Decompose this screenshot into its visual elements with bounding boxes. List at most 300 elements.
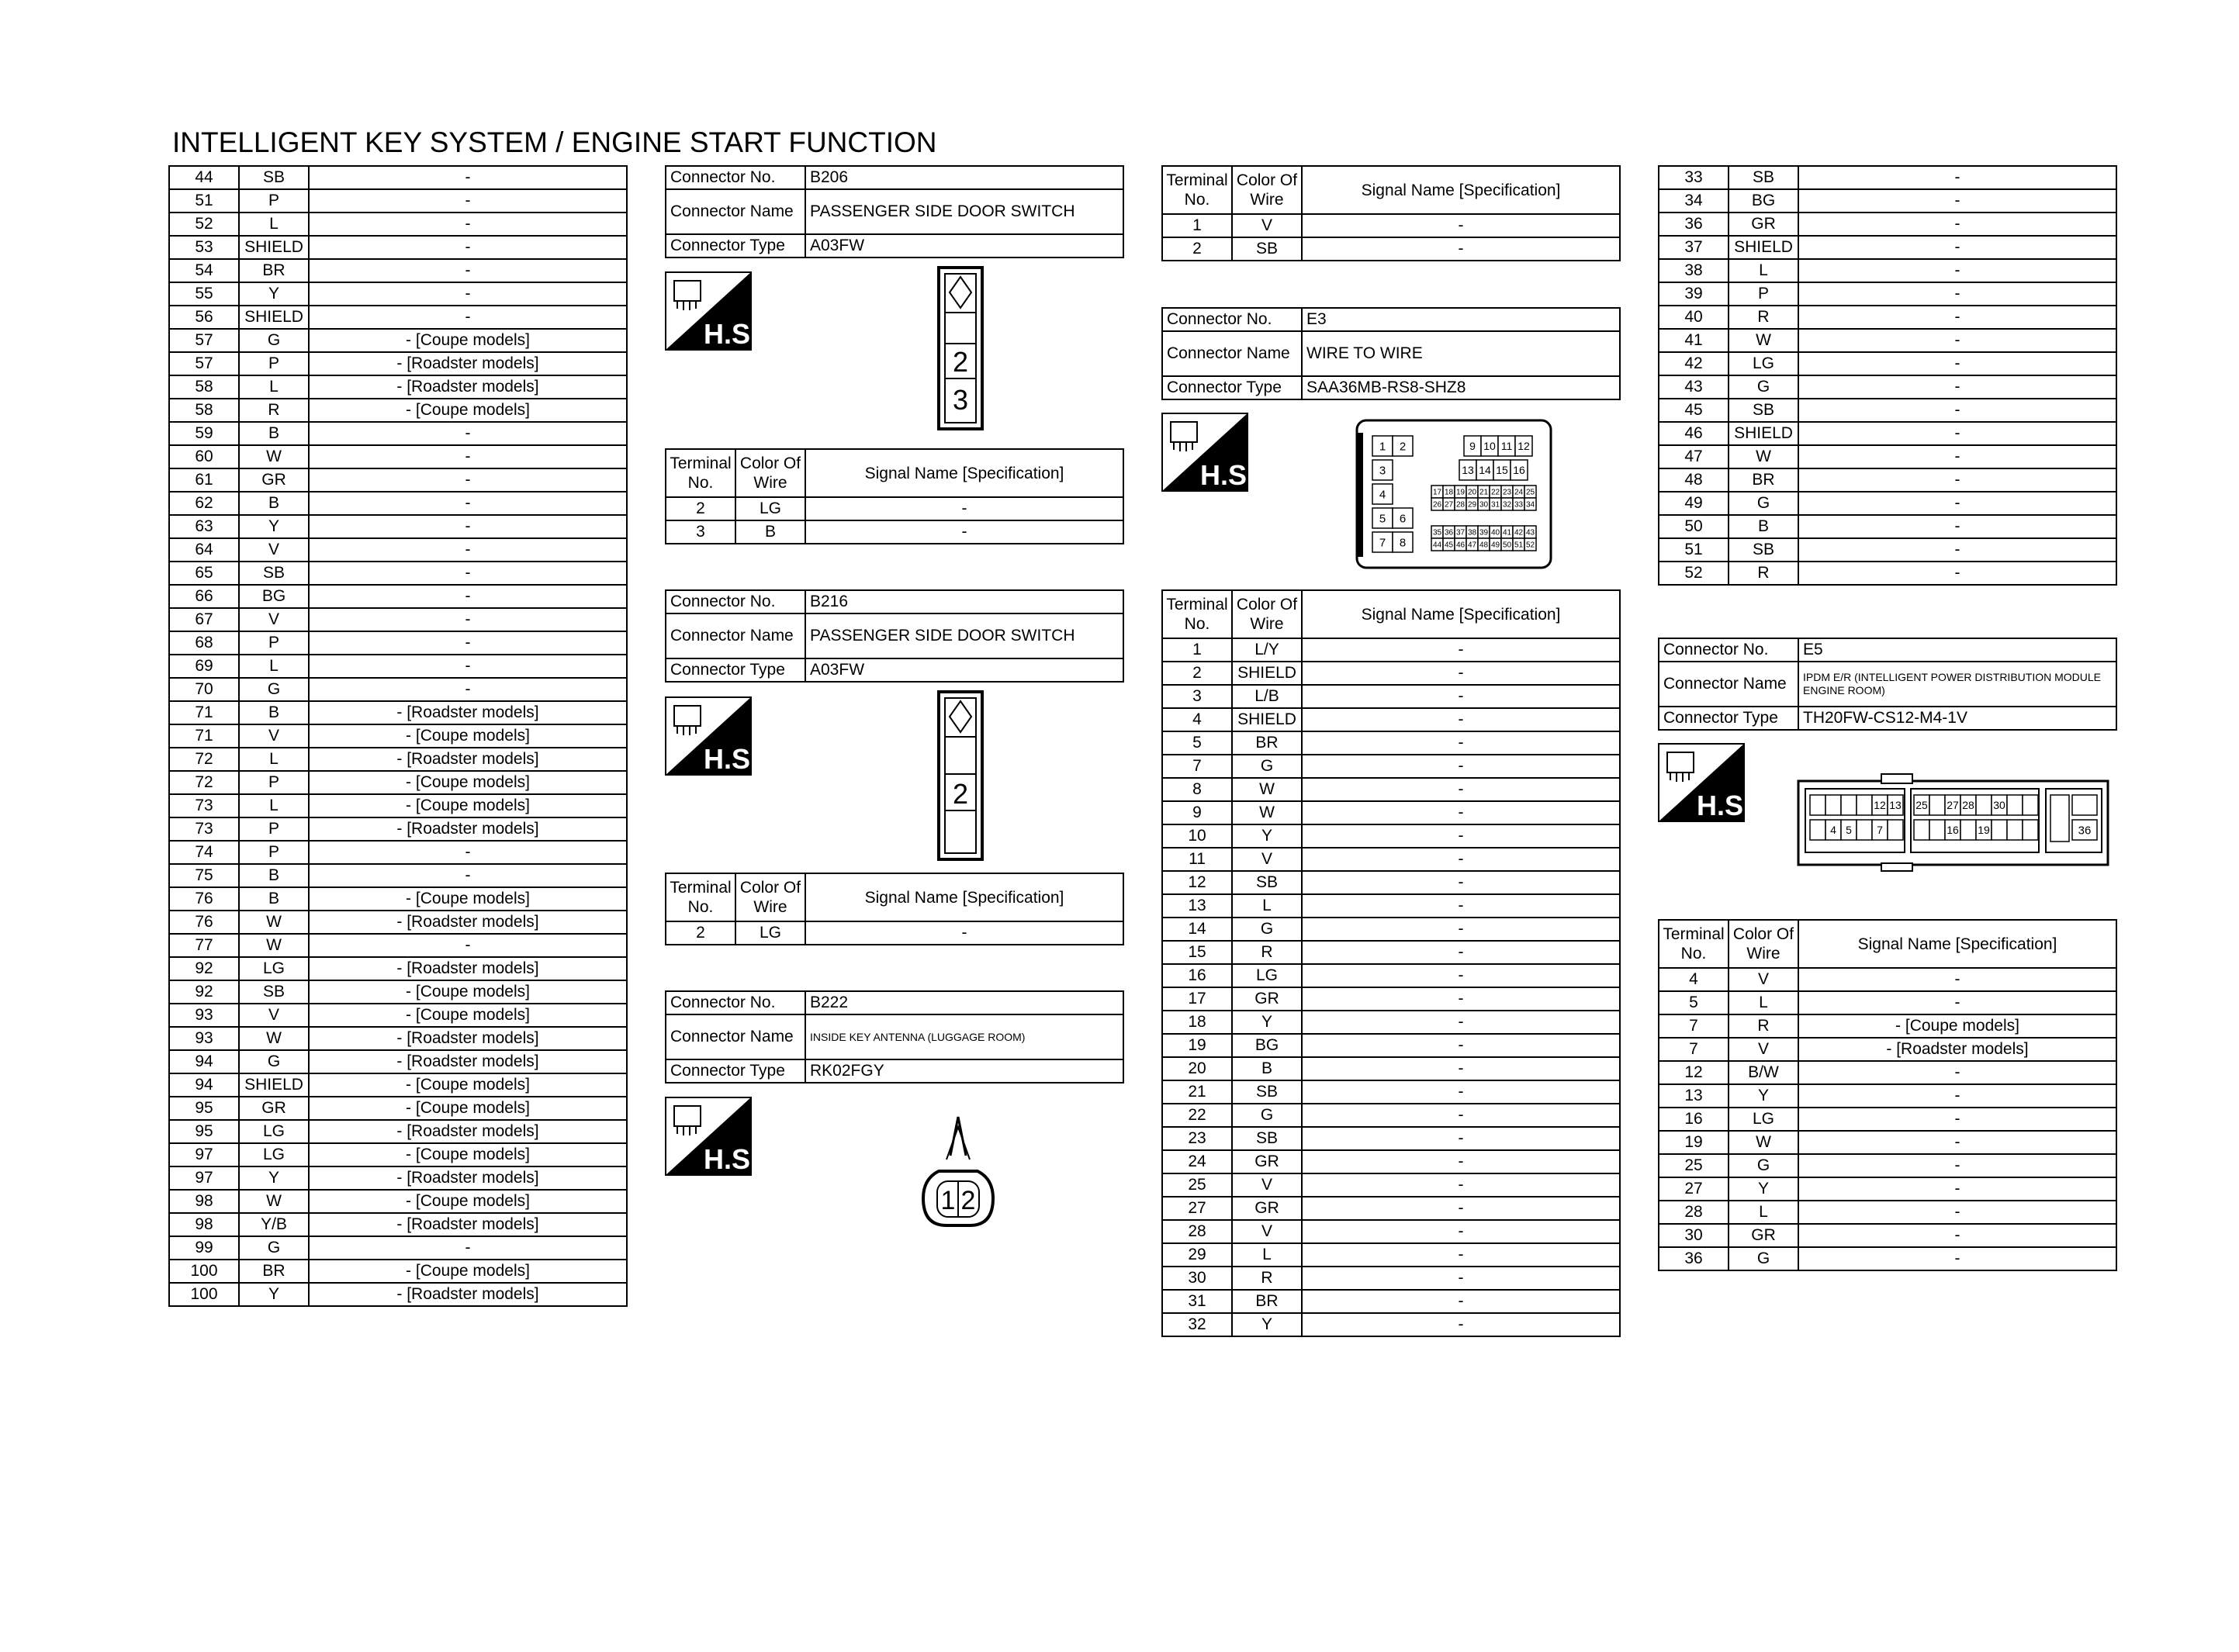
signal-name-cell: - [Roadster models] (309, 748, 627, 771)
svg-text:H.S.: H.S. (1200, 459, 1255, 491)
wire-color-cell: B (1232, 1057, 1302, 1080)
signal-name-cell: - (1302, 214, 1620, 237)
pin-label: 36 (1444, 528, 1454, 537)
wire-color-cell: B (239, 864, 309, 887)
signal-name-cell: - [Coupe models] (309, 329, 627, 352)
table-row (1659, 492, 2116, 515)
table-row (1659, 1201, 2116, 1224)
wire-color-cell: SHIELD (1729, 236, 1798, 259)
hs-harness-side-icon (1658, 743, 1752, 822)
table-row (1162, 1243, 1620, 1267)
terminal-no-cell: 57 (169, 352, 239, 375)
table-row (1162, 731, 1620, 755)
connector-type-label: Connector Type (666, 234, 805, 257)
hs-harness-side-icon (665, 1097, 759, 1176)
connector-info-e5 (1658, 638, 2117, 731)
pin-label: 6 (1399, 512, 1407, 526)
pin-label: 49 (1490, 541, 1500, 550)
connector-info-e3 (1161, 307, 1621, 400)
terminal-no-cell: 56 (169, 306, 239, 329)
connector-diagram-e5 (1796, 772, 2110, 873)
signal-name-cell: - (1302, 685, 1620, 708)
terminal-no-cell: 19 (1659, 1131, 1729, 1154)
table-row (1659, 236, 2116, 259)
terminal-no-cell: 4 (1659, 968, 1729, 991)
wire-color-cell: BR (1729, 468, 1798, 492)
signal-name-cell: - (309, 492, 627, 515)
signal-name-cell: - (1302, 1220, 1620, 1243)
connector-type-label: Connector Type (1162, 376, 1302, 399)
signal-name-cell: - (1798, 445, 2116, 468)
wire-color-cell: W (1232, 801, 1302, 824)
wire-color-cell: V (239, 1004, 309, 1027)
pin-label: 1 (1379, 440, 1386, 454)
wire-color-header: Color Of Wire (1232, 590, 1302, 638)
terminal-no-cell: 5 (1162, 731, 1232, 755)
signal-name-cell: - (1798, 1224, 2116, 1247)
wire-color-cell: Y (1729, 1084, 1798, 1108)
wire-color-cell: GR (1729, 1224, 1798, 1247)
wire-color-cell: LG (735, 921, 805, 945)
signal-name-cell: - (1302, 871, 1620, 894)
terminal-table-b206 (665, 448, 1124, 544)
connector-diagram-b216 (937, 690, 984, 861)
terminal-no-cell: 8 (1162, 778, 1232, 801)
terminal-no-cell: 100 (169, 1260, 239, 1283)
terminal-no-cell: 72 (169, 748, 239, 771)
terminal-no-cell: 40 (1659, 306, 1729, 329)
connector-no-value: B222 (805, 991, 1123, 1014)
connector-name-value: WIRE TO WIRE (1302, 331, 1620, 376)
table-row (1659, 991, 2116, 1014)
signal-name-cell: - (1798, 991, 2116, 1014)
terminal-no-cell: 16 (1659, 1108, 1729, 1131)
table-row (169, 1004, 627, 1027)
terminal-no-cell: 58 (169, 375, 239, 399)
wire-color-cell: W (239, 1027, 309, 1050)
terminal-no-cell: 98 (169, 1213, 239, 1236)
table-header-row (1659, 920, 2116, 968)
wire-color-cell: B/W (1729, 1061, 1798, 1084)
signal-name-cell: - (1302, 1173, 1620, 1197)
pin-label: 8 (1399, 536, 1407, 550)
terminal-no-cell: 65 (169, 562, 239, 585)
wire-color-cell: GR (1232, 987, 1302, 1011)
table-row (1659, 468, 2116, 492)
pin-label: 42 (1514, 528, 1524, 537)
signal-name-cell: - (1798, 422, 2116, 445)
pin-label: 17 (1432, 488, 1442, 497)
pin-label: 20 (1467, 488, 1477, 497)
wire-color-cell: SB (239, 166, 309, 189)
pin-label: 51 (1514, 541, 1524, 550)
pin-label: 7 (1877, 824, 1883, 837)
table-row (1162, 1057, 1620, 1080)
table-row (169, 1120, 627, 1143)
wire-color-cell: Y (1232, 824, 1302, 848)
wire-color-cell: GR (1232, 1150, 1302, 1173)
wire-color-cell: BR (239, 259, 309, 282)
terminal-no-cell: 59 (169, 422, 239, 445)
terminal-table-col4-top (1658, 165, 2117, 586)
signal-name-cell: - (309, 166, 627, 189)
table-row (1162, 1267, 1620, 1290)
connector-name-label: Connector Name (666, 613, 805, 658)
terminal-no-cell: 64 (169, 538, 239, 562)
signal-name-cell: - (805, 921, 1123, 945)
table-row (169, 468, 627, 492)
pin-label: 43 (1525, 528, 1535, 537)
signal-name-cell: - (1798, 968, 2116, 991)
pin-label: 48 (1479, 541, 1489, 550)
table-row (1659, 282, 2116, 306)
terminal-no-cell: 100 (169, 1283, 239, 1306)
signal-name-cell: - (1302, 1243, 1620, 1267)
wire-color-cell: W (239, 934, 309, 957)
wire-color-cell: Y/B (239, 1213, 309, 1236)
terminal-no-cell: 67 (169, 608, 239, 631)
signal-name-cell: - (1302, 755, 1620, 778)
terminal-no-cell: 34 (1659, 189, 1729, 213)
terminal-no-cell: 51 (169, 189, 239, 213)
terminal-no-cell: 13 (1162, 894, 1232, 918)
table-row (1162, 1080, 1620, 1104)
terminal-no-cell: 12 (1659, 1061, 1729, 1084)
terminal-no-cell: 98 (169, 1190, 239, 1213)
signal-name-header: Signal Name [Specification] (1798, 920, 2116, 968)
pin-label: 40 (1490, 528, 1500, 537)
table-row (169, 375, 627, 399)
connector-no-value: B206 (805, 166, 1123, 189)
table-row (169, 701, 627, 724)
terminal-no-cell: 48 (1659, 468, 1729, 492)
svg-text:H.S.: H.S. (1697, 790, 1752, 821)
table-row (1162, 1290, 1620, 1313)
signal-name-cell: - [Coupe models] (309, 724, 627, 748)
table-row (169, 1166, 627, 1190)
table-row (169, 445, 627, 468)
signal-name-cell: - (1798, 213, 2116, 236)
signal-name-cell: - (1798, 282, 2116, 306)
table-row (1162, 685, 1620, 708)
wire-color-cell: B (735, 520, 805, 544)
table-row (1162, 662, 1620, 685)
signal-name-cell: - [Roadster models] (309, 911, 627, 934)
pin-label: 36 (2078, 824, 2092, 838)
signal-name-header: Signal Name [Specification] (805, 873, 1123, 921)
signal-name-cell: - (309, 608, 627, 631)
terminal-no-cell: 43 (1659, 375, 1729, 399)
wire-color-cell: G (239, 1236, 309, 1260)
terminal-no-cell: 3 (666, 520, 735, 544)
wire-color-cell: SHIELD (239, 1073, 309, 1097)
terminal-no-cell: 93 (169, 1004, 239, 1027)
connector-diagram-b206 (937, 266, 984, 430)
wire-color-header: Color Of Wire (1729, 920, 1798, 968)
table-row (1162, 824, 1620, 848)
wire-color-cell: L (1729, 1201, 1798, 1224)
wire-color-cell: V (239, 608, 309, 631)
terminal-no-cell: 27 (1162, 1197, 1232, 1220)
terminal-no-cell: 42 (1659, 352, 1729, 375)
pin-label: 13 (1889, 799, 1902, 812)
signal-name-cell: - (309, 631, 627, 655)
table-row (1162, 801, 1620, 824)
terminal-no-cell: 68 (169, 631, 239, 655)
wire-color-cell: Y (239, 515, 309, 538)
table-row (1162, 708, 1620, 731)
signal-name-cell: - (1798, 1201, 2116, 1224)
connector-no-value: E3 (1302, 308, 1620, 331)
wire-color-cell: SHIELD (1729, 422, 1798, 445)
table-row (1659, 515, 2116, 538)
wire-color-cell: L (239, 655, 309, 678)
wire-color-cell: SB (1729, 166, 1798, 189)
terminal-no-cell: 49 (1659, 492, 1729, 515)
terminal-no-cell: 36 (1659, 1247, 1729, 1270)
signal-name-cell: - [Coupe models] (309, 1073, 627, 1097)
pin-label: 26 (1432, 500, 1442, 510)
pin-label: 19 (1978, 824, 1990, 837)
table-row (1162, 638, 1620, 662)
pin-label: 38 (1467, 528, 1477, 537)
table-row (169, 934, 627, 957)
wire-color-cell: L (1729, 991, 1798, 1014)
terminal-no-cell: 63 (169, 515, 239, 538)
signal-name-cell: - (1798, 1061, 2116, 1084)
signal-name-cell: - [Roadster models] (1798, 1038, 2116, 1061)
terminal-no-cell: 50 (1659, 515, 1729, 538)
wire-color-cell: P (1729, 282, 1798, 306)
wire-color-cell: V (1232, 1220, 1302, 1243)
table-row (1659, 329, 2116, 352)
wire-color-cell: V (1232, 848, 1302, 871)
wire-color-cell: P (239, 817, 309, 841)
pin-label: 39 (1479, 528, 1489, 537)
terminal-no-cell: 97 (169, 1166, 239, 1190)
signal-name-cell: - (1302, 1313, 1620, 1336)
table-row (1659, 213, 2116, 236)
table-row (1162, 1150, 1620, 1173)
wire-color-cell: SB (1232, 237, 1302, 261)
terminal-no-cell: 95 (169, 1120, 239, 1143)
signal-name-cell: - (1302, 1127, 1620, 1150)
signal-name-cell: - [Coupe models] (309, 887, 627, 911)
connector-type-value: SAA36MB-RS8-SHZ8 (1302, 376, 1620, 399)
connector-type-label: Connector Type (1659, 707, 1798, 730)
signal-name-cell: - (1798, 352, 2116, 375)
terminal-no-cell: 51 (1659, 538, 1729, 562)
signal-name-cell: - (1798, 1108, 2116, 1131)
terminal-no-cell: 57 (169, 329, 239, 352)
table-row (169, 585, 627, 608)
wire-color-cell: SB (1729, 538, 1798, 562)
terminal-table-b216 (665, 873, 1124, 945)
wire-color-cell: W (239, 445, 309, 468)
terminal-no-cell: 2 (1162, 662, 1232, 685)
signal-name-cell: - (1302, 941, 1620, 964)
terminal-no-header: Terminal No. (1162, 590, 1232, 638)
wire-color-cell: Y (1232, 1313, 1302, 1336)
wire-color-cell: GR (239, 468, 309, 492)
signal-name-cell: - [Coupe models] (309, 980, 627, 1004)
wire-color-cell: BG (1729, 189, 1798, 213)
table-row (1659, 968, 2116, 991)
pin-label: 12 (1517, 440, 1530, 453)
signal-name-cell: - (309, 655, 627, 678)
connector-no-label: Connector No. (666, 166, 805, 189)
connector-name-value: INSIDE KEY ANTENNA (LUGGAGE ROOM) (805, 1014, 1123, 1059)
table-row (169, 1097, 627, 1120)
terminal-no-cell: 28 (1162, 1220, 1232, 1243)
signal-name-cell: - [Roadster models] (309, 701, 627, 724)
terminal-no-cell: 25 (1659, 1154, 1729, 1177)
connector-diagram-b222 (915, 1113, 1001, 1229)
wire-color-cell: W (239, 911, 309, 934)
wire-color-cell: R (239, 399, 309, 422)
signal-name-cell: - (1798, 1247, 2116, 1270)
pin-label: 13 (1462, 464, 1474, 477)
table-row (169, 1027, 627, 1050)
wire-color-cell: W (1729, 445, 1798, 468)
signal-name-cell: - (1798, 1084, 2116, 1108)
table-row (1162, 1011, 1620, 1034)
pin-label: 29 (1467, 500, 1477, 510)
connector-name-label: Connector Name (1659, 662, 1798, 707)
terminal-table-e3 (1161, 589, 1621, 1337)
wire-color-cell: BG (1232, 1034, 1302, 1057)
table-row (1659, 422, 2116, 445)
pin-label: 19 (1455, 488, 1466, 497)
wire-color-cell: V (1729, 1038, 1798, 1061)
terminal-no-cell: 53 (169, 236, 239, 259)
table-row (1659, 259, 2116, 282)
terminal-no-header: Terminal No. (1162, 166, 1232, 214)
signal-name-cell: - [Roadster models] (309, 1120, 627, 1143)
table-row (1659, 1224, 2116, 1247)
table-row (169, 236, 627, 259)
wire-color-cell: Y (1729, 1177, 1798, 1201)
terminal-no-cell: 94 (169, 1073, 239, 1097)
svg-text:H.S.: H.S. (704, 743, 759, 775)
wire-color-cell: SB (1232, 1127, 1302, 1150)
signal-name-cell: - [Roadster models] (309, 1213, 627, 1236)
terminal-no-cell: 52 (1659, 562, 1729, 585)
pin-label: 2 (952, 346, 969, 378)
wire-color-cell: P (239, 352, 309, 375)
pin-label: 3 (952, 384, 969, 416)
wire-color-cell: L (1232, 1243, 1302, 1267)
pin-label: 52 (1525, 541, 1535, 550)
signal-name-cell: - [Coupe models] (309, 771, 627, 794)
signal-name-cell: - (309, 259, 627, 282)
terminal-no-cell: 3 (1162, 685, 1232, 708)
signal-name-cell: - [Coupe models] (309, 1004, 627, 1027)
table-row (1659, 1247, 2116, 1270)
terminal-no-cell: 99 (169, 1236, 239, 1260)
terminal-no-cell: 92 (169, 980, 239, 1004)
table-row (169, 538, 627, 562)
table-row (169, 817, 627, 841)
signal-name-cell: - [Roadster models] (309, 817, 627, 841)
signal-name-cell: - (1798, 166, 2116, 189)
wire-color-cell: R (1232, 941, 1302, 964)
signal-name-cell: - (309, 445, 627, 468)
terminal-no-header: Terminal No. (666, 449, 735, 497)
pin-label: 31 (1490, 500, 1500, 510)
terminal-no-cell: 36 (1659, 213, 1729, 236)
signal-name-cell: - (309, 1236, 627, 1260)
hs-harness-side-icon (665, 271, 759, 351)
terminal-no-cell: 92 (169, 957, 239, 980)
wire-color-cell: P (239, 189, 309, 213)
pin-label: 27 (1444, 500, 1454, 510)
table-row (666, 921, 1123, 945)
signal-name-cell: - [Roadster models] (309, 352, 627, 375)
terminal-no-cell: 27 (1659, 1177, 1729, 1201)
signal-name-cell: - (309, 468, 627, 492)
terminal-no-cell: 39 (1659, 282, 1729, 306)
terminal-no-cell: 7 (1659, 1014, 1729, 1038)
pin-label: 30 (1479, 500, 1489, 510)
terminal-no-cell: 1 (1162, 638, 1232, 662)
pin-label: 25 (1525, 488, 1535, 497)
wire-color-cell: R (1729, 562, 1798, 585)
connector-no-label: Connector No. (666, 590, 805, 613)
pin-label: 16 (1513, 464, 1525, 477)
signal-name-cell: - [Coupe models] (309, 1260, 627, 1283)
wire-color-header: Color Of Wire (1232, 166, 1302, 214)
signal-name-cell: - (1302, 894, 1620, 918)
pin-label: 24 (1514, 488, 1524, 497)
wire-color-cell: L (239, 213, 309, 236)
table-row (1659, 352, 2116, 375)
pin-label: 4 (1830, 824, 1836, 837)
table-row (169, 1260, 627, 1283)
terminal-no-cell: 74 (169, 841, 239, 864)
table-row (1659, 1177, 2116, 1201)
table-row (1659, 166, 2116, 189)
table-row (169, 562, 627, 585)
terminal-no-cell: 47 (1659, 445, 1729, 468)
wire-color-cell: Y (239, 1283, 309, 1306)
signal-name-cell: - (309, 189, 627, 213)
table-header-row (666, 873, 1123, 921)
terminal-no-cell: 54 (169, 259, 239, 282)
pin-label: 7 (1379, 536, 1386, 550)
terminal-no-cell: 61 (169, 468, 239, 492)
signal-name-cell: - (805, 520, 1123, 544)
wire-color-cell: LG (735, 497, 805, 520)
hs-harness-side-icon (665, 696, 759, 776)
wire-color-cell: GR (239, 1097, 309, 1120)
signal-name-cell: - [Coupe models] (309, 1190, 627, 1213)
terminal-table-col3-top (1161, 165, 1621, 261)
wire-color-cell: SHIELD (239, 306, 309, 329)
terminal-no-cell: 55 (169, 282, 239, 306)
table-row (1162, 894, 1620, 918)
wire-color-cell: SHIELD (1232, 662, 1302, 685)
wire-color-cell: B (1729, 515, 1798, 538)
connector-no-label: Connector No. (666, 991, 805, 1014)
wire-color-cell: SB (239, 980, 309, 1004)
wire-color-cell: G (239, 329, 309, 352)
table-row (169, 1236, 627, 1260)
wire-color-cell: L (1232, 894, 1302, 918)
pin-label: 41 (1502, 528, 1512, 537)
table-row (169, 1190, 627, 1213)
signal-name-cell: - (1302, 1267, 1620, 1290)
